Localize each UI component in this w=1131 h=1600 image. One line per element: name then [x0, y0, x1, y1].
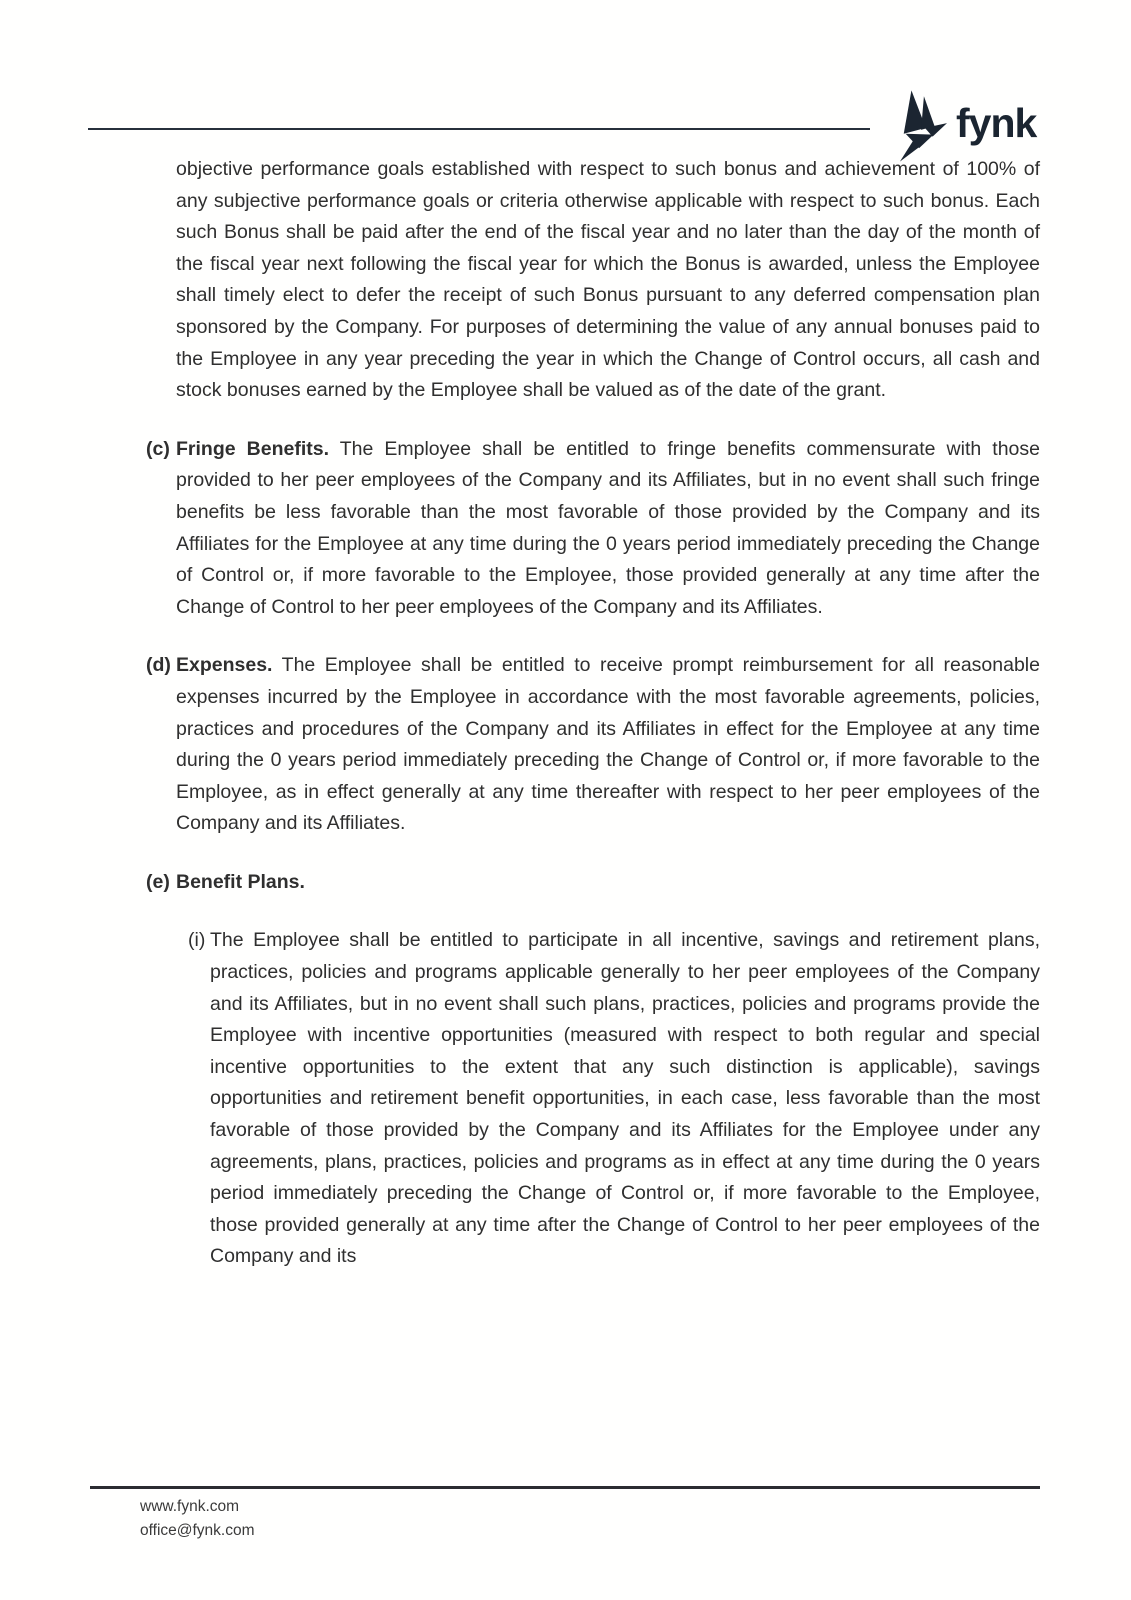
paragraph-label: (i) — [188, 929, 206, 952]
paragraph-heading: Benefit Plans. — [176, 870, 305, 893]
paragraph-text — [210, 925, 1040, 1273]
paragraph-body-text: The Employee shall be entitled to participate in all incentive, savings and retirement plans, practices, policies and programs applicable generally to her peer employees of the Company and its Affiliates, but in no event shall such plans, practices, policies and programs provide the Employee with incentive opportunities (measured with respect to both regular and special incentive opportunities to the extent that any such distinction is applicable), savings opportunities and retirement benefit opportunities, in each case, less favorable than the most favorable of those provided by the Company and its Affiliates for the Employee under any agreements, plans, practices, policies and programs as in effect at any time during the 0 years period immediately preceding the Change of Control or, if more favorable to the Employee, those provided generally at any time after the Change of Control to her peer employees of the Company and its — [210, 929, 1040, 1268]
paragraph-label: (c) — [146, 437, 170, 460]
paragraph-heading: Expenses. — [176, 654, 273, 677]
paragraph-d-expenses — [146, 650, 1131, 840]
paragraph-body-text: The Employee shall be entitled to fringe benefits commensurate with those provided to her peer employees of the Company and its Affiliates, but in no event shall such fringe benefits be less favorable than the most favorable of those provided by the Company and its Affiliates for the Employee at any time during the 0 years period immediately preceding the Change of Control or, if more favorable to the Employee, those provided generally at any time after the Change of Control to her peer employees of the Company and its Affiliates. — [176, 437, 1040, 618]
footer-website: www.fynk.com — [140, 1498, 240, 1515]
paragraph-e-benefit-plans — [146, 867, 1131, 899]
paragraph-i-benefit-plans-sub — [188, 925, 1131, 1273]
paragraph-heading: Fringe Benefits. — [176, 437, 329, 460]
paragraph-label: (d) — [146, 654, 171, 677]
footer — [140, 1495, 255, 1542]
paragraph-text — [176, 650, 1040, 840]
paragraph-text — [176, 867, 1040, 899]
logo-wordmark: fynk — [956, 99, 1037, 146]
footer-email: office@fynk.com — [140, 1521, 255, 1539]
paragraph-c-fringe-benefits — [146, 434, 1131, 624]
paragraph-body-text: The Employee shall be entitled to receive prompt reimbursement for all reasonable expenses incurred by the Employee in accordance with the most favorable agreements, policies, practices and procedures of the Company and its Affiliates in effect for the Employee at any time during the 0 years period immediately preceding the Change of Control or, if more favorable to the Employee, as in effect generally at any time thereafter with respect to her peer employees of the Company and its Affiliates. — [176, 654, 1040, 835]
paragraph-text: objective performance goals established with respect to such bonus and achievement of 100% of any subjective performance goals or criteria otherwise applicable with respect to such bonus. Each such Bonus shall be paid after the end of the fiscal year and no later than the day of the month of the fiscal year next following the fiscal year for which the Bonus is awarded, unless the Employee shall timely elect to defer the receipt of such Bonus pursuant to any deferred compensation plan sponsored by the Company. For purposes of determining the value of any annual bonuses paid to the Employee in any year preceding the year in which the Change of Control occurs, all cash and stock bonuses earned by the Employee shall be valued as of the date of the grant. — [176, 158, 1040, 402]
paragraph-label: (e) — [146, 870, 170, 893]
footer-divider — [90, 1486, 1040, 1489]
paragraph-continuation — [176, 154, 1040, 407]
paragraph-text — [176, 434, 1040, 624]
